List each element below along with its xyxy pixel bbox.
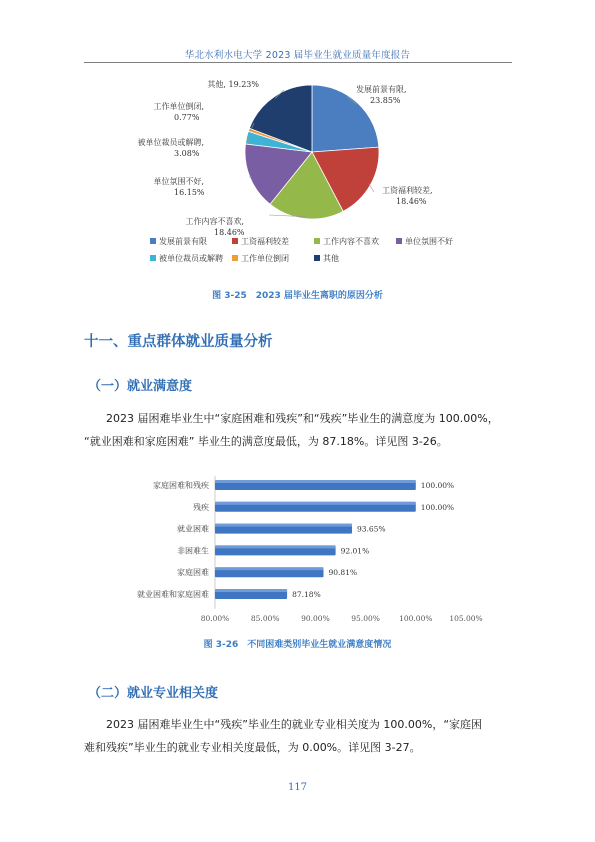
bar-category-label: 家庭困难和残疾 bbox=[153, 481, 209, 490]
satisfaction-line-1: 2023 届困难毕业生中“家庭困难和残疾”和“残疾”毕业生的满意度为 100.00%， bbox=[106, 412, 499, 425]
bar-category-label: 残疾 bbox=[193, 502, 209, 512]
pie-leader-line bbox=[369, 184, 374, 192]
running-header: 华北水利水电大学 2023 届毕业生就业质量年度报告 bbox=[184, 50, 411, 61]
x-tick-label: 95.00% bbox=[351, 613, 380, 623]
bar-chart bbox=[84, 470, 512, 630]
x-tick-label: 105.00% bbox=[449, 613, 483, 623]
bar-highlight bbox=[215, 502, 416, 505]
legend-swatch bbox=[232, 255, 238, 261]
legend-swatch bbox=[314, 255, 320, 261]
header-rule bbox=[84, 62, 512, 63]
pie-data-value: 16.15% bbox=[174, 188, 205, 197]
relevance-paragraph bbox=[84, 713, 524, 759]
x-tick-label: 90.00% bbox=[301, 613, 330, 623]
bar-highlight bbox=[215, 480, 416, 483]
pie-data-value: 18.46% bbox=[396, 197, 427, 206]
bar-highlight bbox=[215, 567, 324, 570]
x-tick-label: 85.00% bbox=[250, 613, 280, 623]
bar-value-label: 100.00% bbox=[420, 481, 455, 490]
legend-label: 其他 bbox=[323, 254, 339, 263]
bar-category-label: 就业困难 bbox=[177, 524, 209, 534]
pie-data-label: 其他, 19.23% bbox=[207, 80, 259, 89]
bar-category-label: 非困难生 bbox=[177, 546, 209, 556]
bar-category-label: 就业困难和家庭困难 bbox=[137, 590, 209, 599]
pie-data-label: 工作内容不喜欢, bbox=[185, 217, 244, 226]
legend-label: 单位氛围不好 bbox=[405, 237, 453, 246]
bar-highlight bbox=[215, 545, 336, 548]
pie-data-label: 工作单位倒闭, bbox=[153, 102, 204, 111]
bar-category-label: 家庭困难 bbox=[177, 568, 209, 578]
satisfaction-paragraph bbox=[84, 407, 524, 453]
legend-swatch bbox=[150, 238, 156, 244]
figure-3-26-caption: 图 3-26 不同困难类别毕业生就业满意度情况 bbox=[203, 640, 392, 650]
x-tick-label: 80.00% bbox=[200, 613, 230, 623]
legend-label: 工作单位倒闭 bbox=[241, 254, 289, 263]
pie-data-value: 3.08% bbox=[174, 149, 200, 158]
legend-label: 工作内容不喜欢 bbox=[323, 237, 379, 246]
bar-value-label: 100.00% bbox=[420, 502, 455, 512]
figure-3-25-caption: 图 3-25 2023 届毕业生离职的原因分析 bbox=[212, 291, 383, 301]
bar-value-label: 90.81% bbox=[328, 568, 358, 578]
pie-data-value: 23.85% bbox=[370, 96, 401, 105]
pie-data-value: 18.46% bbox=[214, 228, 245, 237]
pie-chart bbox=[84, 72, 512, 282]
bar-value-label: 92.01% bbox=[340, 546, 370, 556]
x-tick-label: 100.00% bbox=[399, 613, 433, 623]
pie-data-value: 0.77% bbox=[174, 113, 200, 122]
legend-swatch bbox=[150, 255, 156, 261]
pie-data-label: 工资福利较差, bbox=[382, 186, 433, 195]
pie-data-label: 单位氛围不好, bbox=[153, 177, 204, 186]
subsection-1-heading: （一）就业满意度 bbox=[88, 379, 193, 394]
relevance-line-2: 难和残疾”毕业生的就业专业相关度最低，为 0.00%。详见图 3-27。 bbox=[84, 741, 421, 754]
pie-data-label: 发展前景有限, bbox=[356, 85, 407, 94]
bar-value-label: 87.18% bbox=[292, 590, 321, 599]
relevance-line-1: 2023 届困难毕业生中“残疾”毕业生的就业专业相关度为 100.00%，“家庭困 bbox=[106, 718, 483, 731]
pie-slice bbox=[312, 85, 379, 152]
section-11-heading: 十一、重点群体就业质量分析 bbox=[84, 334, 273, 350]
legend-swatch bbox=[396, 238, 402, 244]
legend-label: 工资福利较差 bbox=[241, 237, 289, 246]
bar-value-label: 93.65% bbox=[357, 524, 386, 534]
bar-highlight bbox=[215, 589, 287, 592]
legend-swatch bbox=[314, 238, 320, 244]
legend-label: 发展前景有限 bbox=[159, 237, 207, 246]
pie-data-label: 被单位裁员或解聘, bbox=[137, 138, 204, 147]
satisfaction-line-2: “就业困难和家庭困难” 毕业生的满意度最低，为 87.18%。详见图 3-26。 bbox=[84, 435, 448, 448]
subsection-2-heading: （二）就业专业相关度 bbox=[88, 686, 219, 701]
legend-swatch bbox=[232, 238, 238, 244]
legend-label: 被单位裁员或解聘 bbox=[159, 254, 223, 263]
bar-highlight bbox=[215, 524, 352, 527]
page-number: 117 bbox=[287, 782, 308, 793]
